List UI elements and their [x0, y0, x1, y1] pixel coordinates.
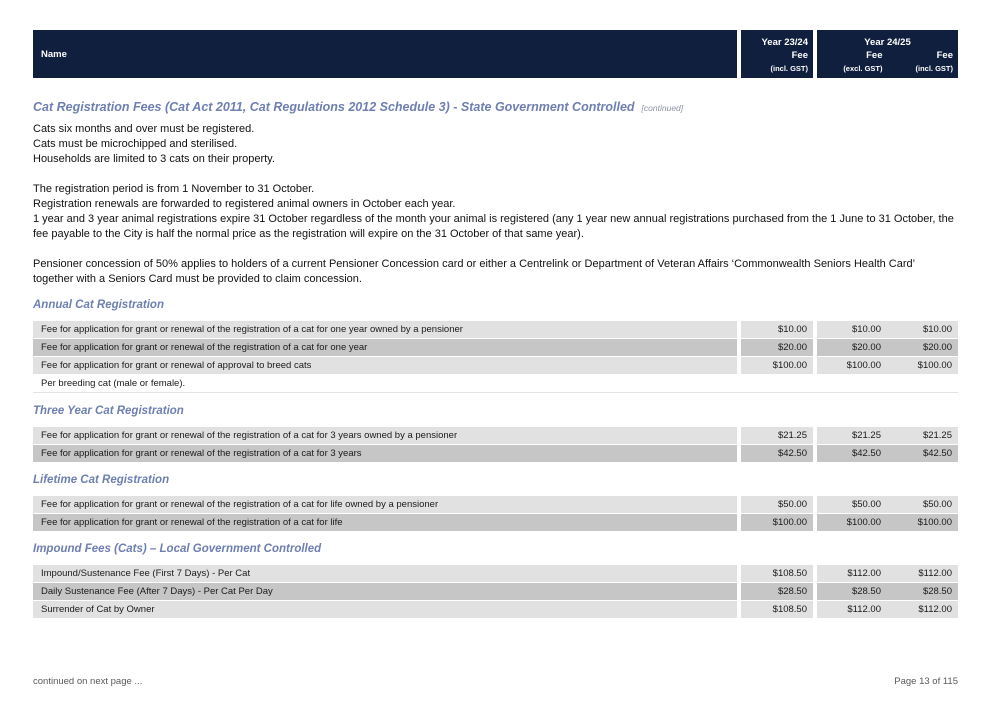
fee-section: [33, 543, 958, 618]
fee-year-24-25-group: [817, 445, 958, 462]
fee-year-24-25-excl: $100.00: [817, 514, 887, 531]
year-24-25-subcolumns: [817, 49, 958, 75]
section-heading: Annual Cat Registration: [33, 299, 164, 311]
fee-year-23-24-incl: $108.50: [741, 601, 813, 618]
year-23-24-fee-label: Fee: [791, 50, 808, 61]
fee-year-23-24-incl: $28.50: [741, 583, 813, 600]
fee-year-24-25-group: [817, 427, 958, 444]
page-footer: [33, 676, 958, 687]
paragraph-line: 1 year and 3 year animal registrations expire 31 October regardless of the month your animal is registered (any 1 year new annual registrations purchased from the 1 June to 31 October, the fee payable to the City is half the normal price as the registration will expire on the 31 October of that same year).: [33, 213, 954, 240]
paragraph: [33, 257, 958, 287]
fee-year-24-25-incl: [887, 375, 958, 392]
fee-year-24-25-group: [817, 514, 958, 531]
year-23-24-gst-label: (incl. GST): [770, 64, 808, 73]
fee-year-24-25-excl: $20.00: [817, 339, 887, 356]
page-title-text: Cat Registration Fees (Cat Act 2011, Cat Regulations 2012 Schedule 3) - State Government Controlled: [33, 100, 635, 114]
fee-year-24-25-group: [817, 357, 958, 374]
fee-year-24-25-excl: $28.50: [817, 583, 887, 600]
fee-year-24-25-group: [817, 565, 958, 582]
fee-year-23-24-incl: $10.00: [741, 321, 813, 338]
fee-year-23-24-incl: [741, 375, 813, 392]
column-header-year-24-25: [817, 30, 958, 78]
table-row: [33, 565, 958, 582]
fee-year-24-25-excl: $112.00: [817, 565, 887, 582]
fee-table: [33, 565, 958, 618]
fee-year-24-25-group: [817, 339, 958, 356]
table-row: [33, 601, 958, 618]
fee-year-24-25-group: [817, 321, 958, 338]
column-header-name: [33, 30, 737, 78]
section-heading: Lifetime Cat Registration: [33, 474, 170, 486]
page-title: [33, 100, 958, 114]
fee-year-24-25-group: [817, 496, 958, 513]
table-row: [33, 496, 958, 513]
year-24-25-excl-column: [817, 49, 888, 75]
fee-year-24-25-group: [817, 583, 958, 600]
table-row: [33, 321, 958, 338]
column-header-year-23-24: [741, 30, 813, 78]
fee-year-24-25-incl: $28.50: [887, 583, 958, 600]
fee-year-23-24-incl: $100.00: [741, 357, 813, 374]
paragraph-line: Cats must be microchipped and sterilised.: [33, 138, 238, 150]
sections: [33, 299, 958, 618]
fee-description: Per breeding cat (male or female).: [41, 378, 186, 389]
fee-year-24-25-excl: [817, 375, 887, 392]
fee-description: Surrender of Cat by Owner: [33, 601, 737, 618]
year-24-25-incl-column: [888, 49, 959, 75]
fee-year-24-25-group: [817, 601, 958, 618]
fee-section: [33, 474, 958, 531]
paragraph-line: The registration period is from 1 November to 31 October.: [33, 183, 315, 195]
fee-year-23-24-incl: $21.25: [741, 427, 813, 444]
fee-year-24-25-incl: $21.25: [887, 427, 958, 444]
continued-label: [continued]: [641, 103, 684, 113]
fee-year-24-25-incl: $100.00: [887, 514, 958, 531]
paragraph-line: Cats six months and over must be registered.: [33, 123, 255, 135]
table-header: [33, 30, 958, 78]
continued-on-next-page-label: continued on next page ...: [33, 676, 143, 687]
fee-year-24-25-group: [817, 375, 958, 392]
fee-year-24-25-incl: $10.00: [887, 321, 958, 338]
section-heading: Impound Fees (Cats) – Local Government Controlled: [33, 543, 322, 555]
fee-section: [33, 405, 958, 462]
paragraph: [33, 182, 958, 242]
paragraph-line: Pensioner concession of 50% applies to holders of a current Pensioner Concession card or either a Centrelink or Department of Veteran Affairs ‘Commonwealth Seniors Health Card’ together with a Seniors Card must be provided to claim concession.: [33, 258, 915, 285]
table-row: [33, 445, 958, 462]
fee-year-24-25-excl: $10.00: [817, 321, 887, 338]
fee-year-24-25-excl: $100.00: [817, 357, 887, 374]
table-row: [33, 339, 958, 356]
page-number-label: Page 13 of 115: [894, 676, 958, 687]
year-23-24-label: Year 23/24: [761, 37, 808, 48]
fee-description: Fee for application for grant or renewal of the registration of a cat for 3 years owned by a pensioner: [33, 427, 737, 444]
table-row: [33, 427, 958, 444]
fee-table: [33, 427, 958, 462]
fee-year-24-25-excl: $112.00: [817, 601, 887, 618]
fee-table: [33, 321, 958, 393]
fee-description: Fee for application for grant or renewal of the registration of a cat for 3 years: [33, 445, 737, 462]
fee-year-24-25-incl: $100.00: [887, 357, 958, 374]
fee-year-24-25-excl: $42.50: [817, 445, 887, 462]
name-column-label: Name: [41, 48, 67, 60]
fee-section: [33, 299, 958, 393]
year-24-25-excl-fee-label: Fee: [866, 50, 883, 61]
fee-year-24-25-incl: $112.00: [887, 565, 958, 582]
paragraph: [33, 122, 958, 167]
fee-year-24-25-incl: $42.50: [887, 445, 958, 462]
fee-year-23-24-incl: $50.00: [741, 496, 813, 513]
year-24-25-label: Year 24/25: [864, 37, 911, 48]
year-24-25-incl-fee-label: Fee: [936, 50, 953, 61]
fee-year-24-25-incl: $112.00: [887, 601, 958, 618]
fee-description: Impound/Sustenance Fee (First 7 Days) - Per Cat: [33, 565, 737, 582]
fee-description: Daily Sustenance Fee (After 7 Days) - Per Cat Per Day: [33, 583, 737, 600]
fee-description: Fee for application for grant or renewal of the registration of a cat for one year owned by a pensioner: [33, 321, 737, 338]
table-row: [33, 375, 958, 393]
fee-description: Fee for application for grant or renewal of approval to breed cats: [33, 357, 737, 374]
fee-year-23-24-incl: $42.50: [741, 445, 813, 462]
fee-year-23-24-incl: $108.50: [741, 565, 813, 582]
fee-description: Fee for application for grant or renewal of the registration of a cat for one year: [33, 339, 737, 356]
fee-year-23-24-incl: $20.00: [741, 339, 813, 356]
section-heading: Three Year Cat Registration: [33, 405, 184, 417]
year-24-25-excl-gst-label: (excl. GST): [843, 64, 883, 73]
paragraphs: [33, 122, 958, 287]
fee-description: Fee for application for grant or renewal of the registration of a cat for life: [33, 514, 737, 531]
table-row: [33, 583, 958, 600]
fee-description: Fee for application for grant or renewal of the registration of a cat for life owned by a pensioner: [33, 496, 737, 513]
year-24-25-incl-gst-label: (incl. GST): [915, 64, 953, 73]
table-row: [33, 357, 958, 374]
table-row: [33, 514, 958, 531]
fee-year-23-24-incl: $100.00: [741, 514, 813, 531]
fee-year-24-25-incl: $20.00: [887, 339, 958, 356]
fee-year-24-25-incl: $50.00: [887, 496, 958, 513]
paragraph-line: Registration renewals are forwarded to registered animal owners in October each year.: [33, 198, 456, 210]
paragraph-line: Households are limited to 3 cats on their property.: [33, 153, 275, 165]
fee-table: [33, 496, 958, 531]
fee-year-24-25-excl: $21.25: [817, 427, 887, 444]
fee-year-24-25-excl: $50.00: [817, 496, 887, 513]
